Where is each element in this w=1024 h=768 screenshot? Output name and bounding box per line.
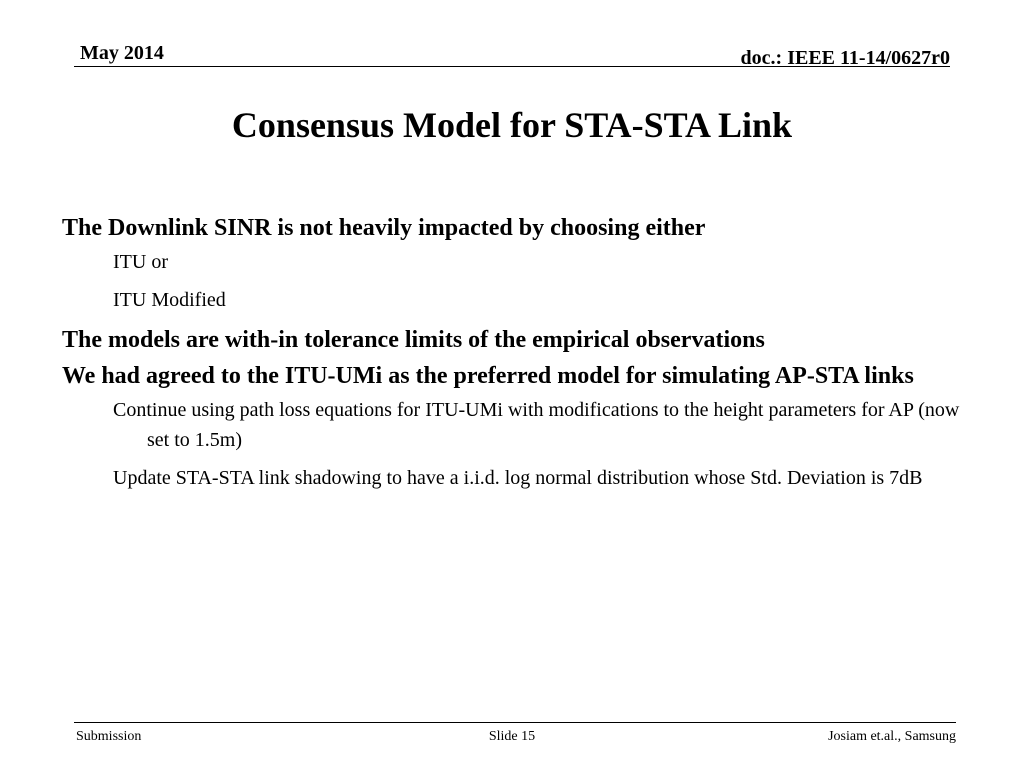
bullet-tolerance-limits: The models are with-in tolerance limits of the empirical observations — [62, 327, 765, 353]
sub-bullet-itu: ITU or — [113, 251, 168, 273]
header-document-id: doc.: IEEE 11-14/0627r0 — [740, 47, 950, 69]
footer-slide-number: Slide 15 — [488, 729, 536, 744]
slide-body — [62, 211, 962, 501]
footer-authors: Josiam et.al., Samsung — [828, 729, 956, 744]
bullet-itu-umi-agreement: We had agreed to the ITU-UMi as the preferred model for simulating AP-STA links — [62, 363, 914, 389]
slide-title: Consensus Model for STA-STA Link — [231, 105, 793, 145]
header-date: May 2014 — [80, 42, 164, 64]
header-divider — [74, 66, 950, 67]
footer-submission: Submission — [76, 729, 142, 744]
footer-divider — [74, 722, 956, 723]
bullet-downlink-sinr: The Downlink SINR is not heavily impacted by choosing either — [62, 215, 706, 241]
sub-bullet-path-loss: Continue using path loss equations for ITU-UMi with modifications to the height parameters for AP (now set to 1.5m) — [113, 399, 960, 451]
sub-bullet-shadowing: Update STA-STA link shadowing to have a i.i.d. log normal distribution whose Std. Deviation is 7dB — [113, 467, 923, 489]
sub-bullet-itu-modified: ITU Modified — [113, 289, 226, 311]
